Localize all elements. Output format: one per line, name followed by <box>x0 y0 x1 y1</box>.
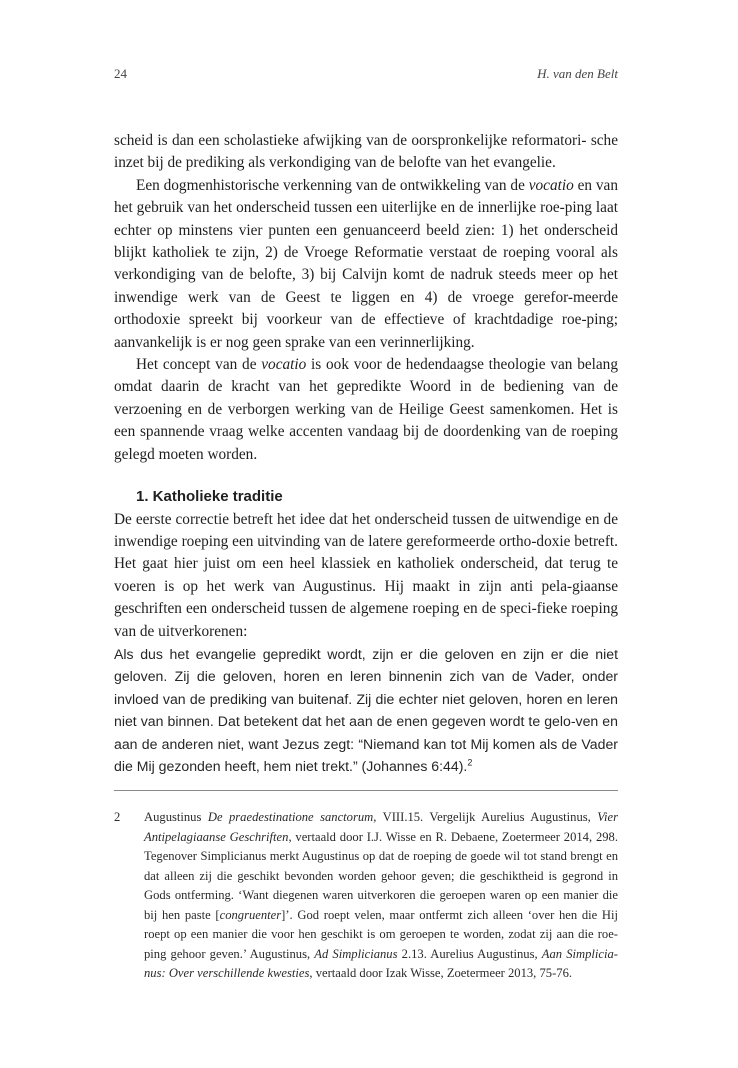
footnote <box>114 808 618 984</box>
paragraph <box>114 354 618 466</box>
text-run: Een dogmenhistorische verkenning van de ontwikkeling van de <box>136 176 529 194</box>
running-head-author: H. van den Belt <box>537 66 618 81</box>
text-run: is ook voor de hedendaagse theologie van belang omdat daarin de kracht van het gepredikte Woord in de bediening van de verzoening en de verborgen werking van de Heilige Geest samenkomen. Het is een spannende vraag welke accenten vandaag bij de doordenking van de roeping gelegd moeten worden. <box>114 356 618 463</box>
footnote-divider <box>114 790 618 791</box>
section-heading: 1. Katholieke traditie <box>136 488 283 506</box>
paragraph <box>114 175 618 354</box>
italic-term: vocatio <box>528 176 574 194</box>
block-quote <box>114 643 618 777</box>
paragraph-continuation <box>114 130 618 175</box>
text-line: sche inzet bij de prediking als verkondiging van de belofte van het evangelie. <box>114 132 618 172</box>
body-text <box>114 130 618 777</box>
page-number: 24 <box>114 66 127 81</box>
text-run: en van het gebruik van het onderscheid tussen een uiterlijke en de innerlijke roe-ping laat echter op minstens vier punten een genuanceerd beeld zien: 1) het onderscheid blijkt katholiek te zijn, 2) de Vroege Reformatie verstaat de roeping vooral als verkondiging van de belofte, 3) bij Calvijn komt de nadruk steeds meer op het inwendige werk van de Geest te liggen en 4) de vroege gerefor-meerde orthodoxie spreekt bij voorkeur van de effectieve of krachtdadige roe-ping; aanvankelijk is er nog geen sprake van een verinnerlijking. <box>114 176 618 351</box>
footnote-text: Augustinus De praedestinatione sanctorum, VIII.15. Vergelijk Aurelius Augustinus, Vier Antipelagiaanse Geschriften, vertaald door I.J. Wisse en R. Debaene, Zoetermeer 2014, 298. Tegenover Simplicianus merkt Augustinus op dat de roeping de goede wil tot stand brengt en dat alleen zij die geschikt bevonden worden gehoor geven; die geschiktheid is gegrond in Gods ontferming. ‘Want diegenen waren uitverkoren die geroepen waren op een manier die bij hen paste [congruenter]’. God roept velen, maar ontfermt zich alleen ‘over hen die Hij roept op een manier die voor hen geschikt is om geroepen te worden, zodat zij aan die roe-ping gehoor geven.’ Augustinus, Ad Simplicianus 2.13. Aurelius Augustinus, Aan Simplicia-nus: Over verschillende kwesties, vertaald door Izak Wisse, Zoetermeer 2013, 75-76. <box>144 810 619 980</box>
footnote-number: 2 <box>114 810 121 824</box>
text-line: scheid is dan een scholastieke afwijking van de oorspronkelijke reformatori- <box>114 132 587 149</box>
footnote-reference[interactable]: 2 <box>467 757 473 768</box>
quote-text: Als dus het evangelie gepredikt wordt, zijn er die geloven en zijn er die niet geloven. Zij die geloven, horen en leren binnenin zich van de Vader, onder invloed van de prediking van buitenaf. Zij die echter niet geloven, horen en leren niet van binnen. Dat betekent dat het aan de enen gegeven wordt te gelo-ven en aan de anderen niet, want Jezus zegt: “Niemand kan tot Mij komen als de Vader die Mij gezonden heeft, hem niet trekt.” (Johannes 6:44). <box>114 645 618 774</box>
text-run: Het concept van de <box>136 356 262 374</box>
italic-term: vocatio <box>261 356 307 374</box>
paragraph: De eerste correctie betreft het idee dat het onderscheid tussen de uitwendige en de inwendige roeping een uitvinding van de latere gereformeerde ortho-doxie betreft. Het gaat hier juist om een heel klassiek en katholiek onderscheid, dat terug te voeren is op het werk van Augustinus. Hij maakt in zijn anti pela-giaanse geschriften een onderscheid tussen de algemene roeping en de speci-fieke roeping van de uitverkorenen: <box>114 510 618 640</box>
